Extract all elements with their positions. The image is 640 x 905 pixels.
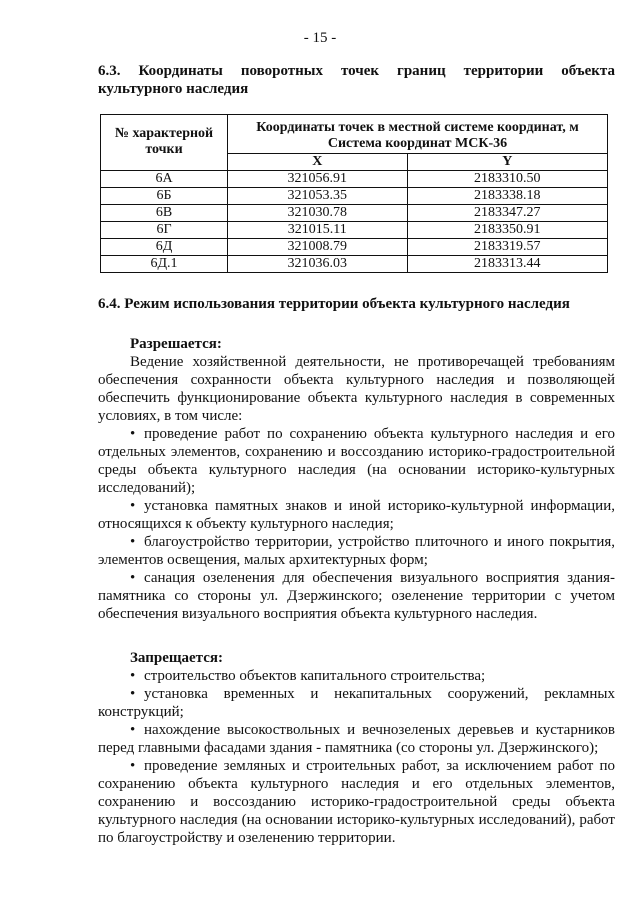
list-item-text: установка памятных знаков и иной историко-культурной информации, относящихся к объекту культурного наследия; bbox=[98, 498, 615, 532]
header-x: X bbox=[228, 154, 408, 171]
cell-x: 321030.78 bbox=[228, 205, 408, 222]
bullet-icon: • bbox=[130, 668, 136, 684]
table-row bbox=[101, 256, 608, 273]
cell-y: 2183350.91 bbox=[407, 222, 607, 239]
cell-point: 6В bbox=[101, 205, 228, 222]
forbidden-list bbox=[98, 667, 615, 847]
list-item-text: строительство объектов капитального строительства; bbox=[144, 668, 486, 684]
header-point-number: № характерной точки bbox=[101, 115, 228, 171]
document-body bbox=[98, 62, 615, 847]
bullet-icon: • bbox=[130, 570, 136, 586]
cell-y: 2183347.27 bbox=[407, 205, 607, 222]
table-row bbox=[101, 239, 608, 256]
list-item bbox=[98, 667, 615, 685]
list-item bbox=[98, 721, 615, 757]
bullet-icon: • bbox=[130, 722, 136, 738]
list-item bbox=[98, 685, 615, 721]
cell-x: 321036.03 bbox=[228, 256, 408, 273]
table-row bbox=[101, 205, 608, 222]
cell-y: 2183319.57 bbox=[407, 239, 607, 256]
table-row bbox=[101, 222, 608, 239]
forbidden-heading: Запрещается: bbox=[130, 650, 224, 666]
list-item-text: установка временных и некапитальных сооружений, рекламных конструкций; bbox=[98, 686, 615, 720]
table-row bbox=[101, 188, 608, 205]
bullet-icon: • bbox=[130, 686, 136, 702]
allowed-section bbox=[98, 353, 615, 623]
page-number: - 15 - bbox=[303, 30, 337, 46]
list-item-text: нахождение высокоствольных и вечнозеленых деревьев и кустарников перед главными фасадами здания - памятника (со стороны ул. Дзержинского); bbox=[98, 722, 615, 756]
cell-point: 6А bbox=[101, 171, 228, 188]
bullet-icon: • bbox=[130, 758, 136, 774]
coordinates-table bbox=[100, 114, 608, 273]
allowed-list bbox=[98, 425, 615, 623]
bullet-icon: • bbox=[130, 534, 136, 550]
list-item bbox=[98, 569, 615, 623]
cell-point: 6Г bbox=[101, 222, 228, 239]
cell-y: 2183338.18 bbox=[407, 188, 607, 205]
header-coordinates: Координаты точек в местной системе координат, м Система координат МСК-36 bbox=[228, 115, 608, 154]
section-6-3-title-cont: культурного наследия bbox=[98, 81, 249, 97]
section-6-4-title: 6.4. Режим использования территории объекта культурного наследия bbox=[98, 296, 570, 312]
header-y: Y bbox=[407, 154, 607, 171]
list-item-text: проведение земляных и строительных работ, за исключением работ по сохранению объекта культурного наследия и его отдельных элементов, сохранению и воссозданию историко-градостроительной среды объекта культурного наследия (на основании историко-культурных исследований), работ по благоустройству и озеленению территории. bbox=[98, 758, 615, 846]
forbidden-section bbox=[98, 667, 615, 847]
cell-y: 2183313.44 bbox=[407, 256, 607, 273]
coordinates-table-body bbox=[101, 171, 608, 273]
cell-x: 321056.91 bbox=[228, 171, 408, 188]
cell-point: 6Д bbox=[101, 239, 228, 256]
list-item bbox=[98, 497, 615, 533]
allowed-heading: Разрешается: bbox=[130, 336, 222, 352]
cell-x: 321053.35 bbox=[228, 188, 408, 205]
cell-point: 6Б bbox=[101, 188, 228, 205]
list-item bbox=[98, 757, 615, 847]
cell-point: 6Д.1 bbox=[101, 256, 228, 273]
cell-x: 321015.11 bbox=[228, 222, 408, 239]
table-row bbox=[101, 171, 608, 188]
bullet-icon: • bbox=[130, 498, 136, 514]
list-item-text: благоустройство территории, устройство плиточного и иного покрытия, элементов освещения, малых архитектурных форм; bbox=[98, 534, 615, 568]
bullet-icon: • bbox=[130, 426, 136, 442]
list-item-text: проведение работ по сохранению объекта культурного наследия и его отдельных элементов, сохранению и воссозданию историко-градостроительной среды объекта культурного наследия (на основании историко-культурных исследований); bbox=[98, 426, 615, 496]
allowed-intro: Ведение хозяйственной деятельности, не противоречащей требованиям обеспечения сохранности объекта культурного наследия и позволяющей обеспечить функционирование объекта культурного наследия в современных условиях, в том числе: bbox=[98, 354, 615, 424]
section-6-3-title: 6.3. Координаты поворотных точек границ территории объекта bbox=[98, 63, 615, 79]
cell-y: 2183310.50 bbox=[407, 171, 607, 188]
list-item bbox=[98, 533, 615, 569]
cell-x: 321008.79 bbox=[228, 239, 408, 256]
list-item-text: санация озеленения для обеспечения визуального восприятия здания-памятника со стороны ул. Дзержинского; озеленение территории с учетом обеспечения визуального восприятия объекта культурного наследия. bbox=[98, 570, 615, 622]
list-item bbox=[98, 425, 615, 497]
